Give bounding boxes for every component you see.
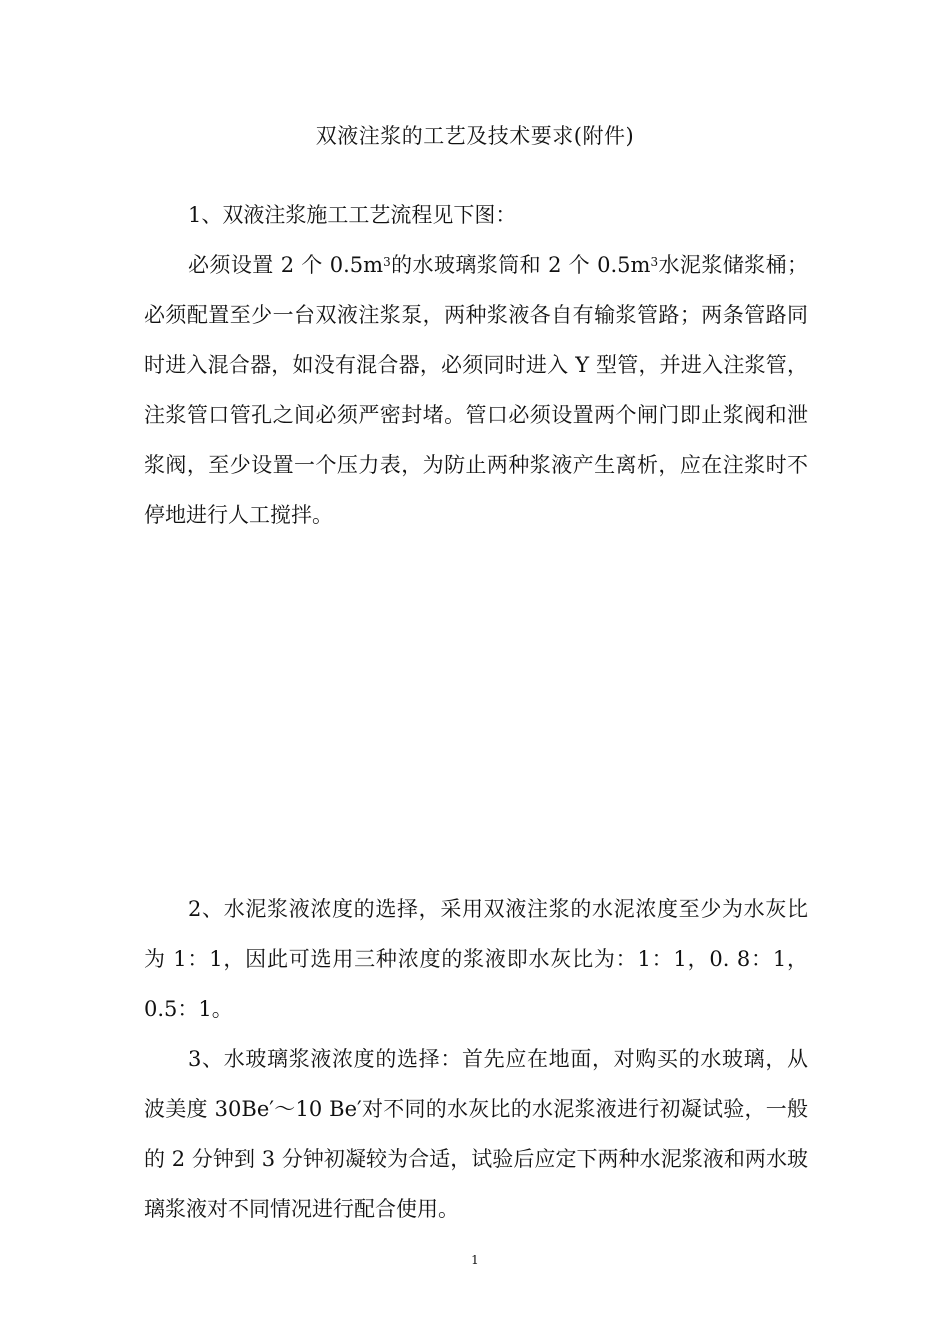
section-1-body-part2: 的水玻璃浆筒和 2 个 0.5m: [390, 253, 651, 277]
cubic-superscript-1: 3: [383, 255, 391, 269]
section-1-heading: 1、双液注浆施工工艺流程见下图：: [188, 203, 517, 227]
page-number: 1: [471, 1253, 479, 1267]
section-2-body: 2、水泥浆液浓度的选择，采用双液注浆的水泥浓度至少为水灰比为 1：1，因此可选用三种浓度的浆液即水灰比为：1：1，0. 8：1，0.5：1。: [144, 897, 808, 1021]
document-title: 双液注浆的工艺及技术要求(附件): [315, 124, 635, 148]
section-1-body: [144, 240, 808, 540]
section-1-body-part1: 必须设置 2 个 0.5m: [188, 253, 384, 277]
section-1-body-part3: 水泥浆储浆桶；必须配置至少一台双液注浆泵，两种浆液各自有输浆管路；两条管路同时进入混合器，如没有混合器，必须同时进入 Y 型管，并进入注浆管，注浆管口管孔之间必须严密封堵。管口必须设置两个闸门即止浆阀和泄浆阀，至少设置一个压力表，为防止两种浆液产生离析，应在注浆时不停地进行人工搅拌。: [144, 253, 809, 527]
section-3-body: 3、水玻璃浆液浓度的选择：首先应在地面，对购买的水玻璃，从波美度 30Be′～10 Be′对不同的水灰比的水泥浆液进行初凝试验，一般的 2 分钟到 3 分钟初凝较为合适，试验后应定下两种水泥浆液和两水玻璃浆液对不同情况进行配合使用。: [144, 1047, 808, 1221]
cubic-superscript-2: 3: [650, 255, 659, 269]
